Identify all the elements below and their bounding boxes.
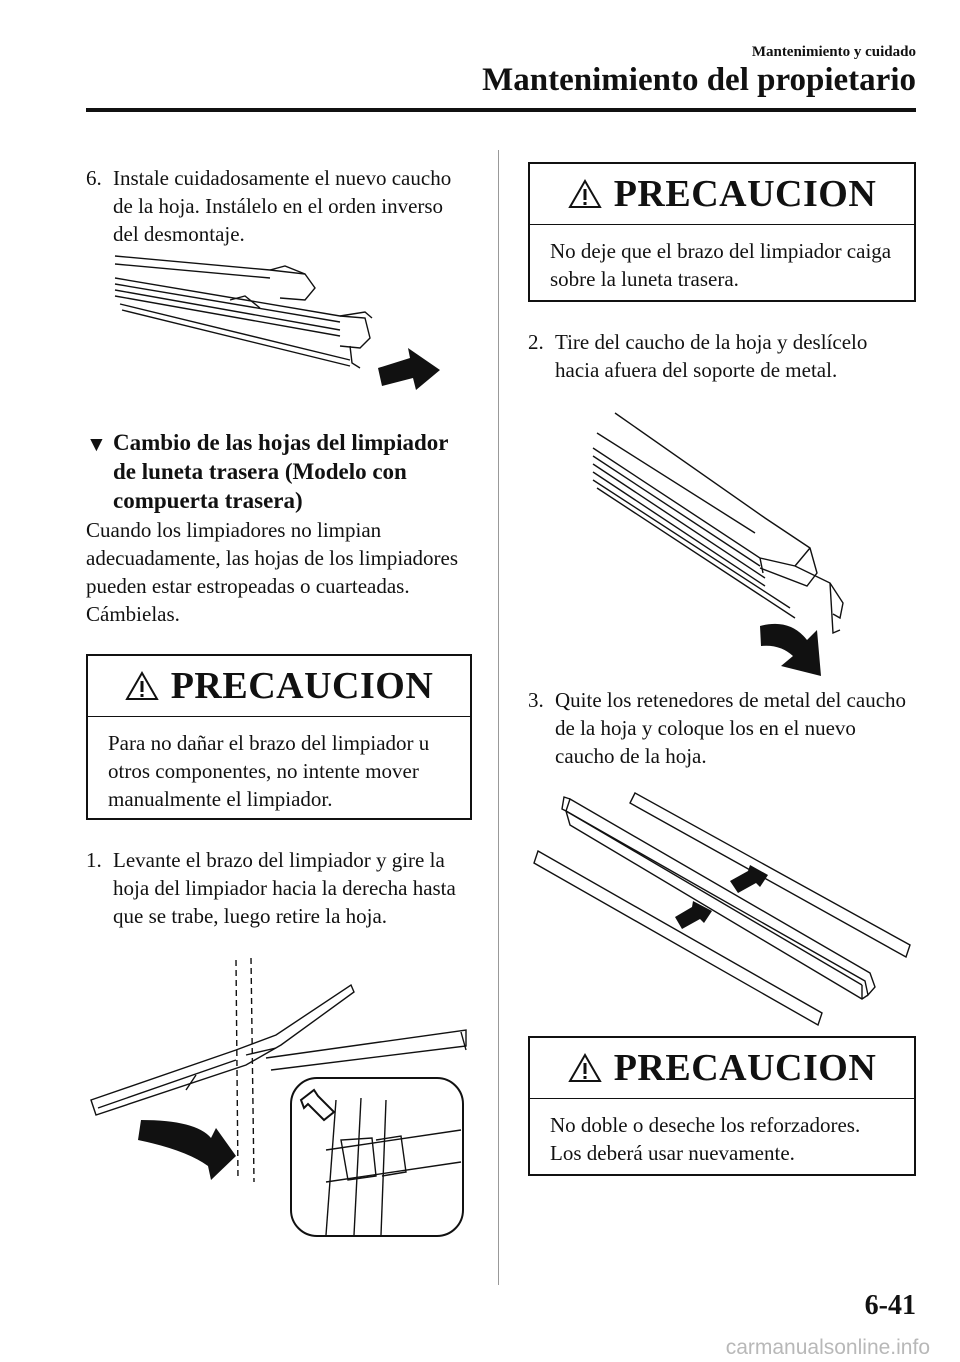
retainer-illustration xyxy=(530,785,920,1045)
intro-text-2: Cámbielas. xyxy=(86,602,180,626)
step-number: 6. xyxy=(86,166,102,190)
step-text: Instale cuidadosamente el nuevo caucho de la hoja. Instálelo en el orden inverso del desmontaje. xyxy=(113,166,452,246)
caution-box xyxy=(528,1036,916,1176)
intro-paragraph xyxy=(86,516,470,628)
step-number: 3. xyxy=(528,688,544,712)
arrow-icon xyxy=(378,348,440,390)
step-2 xyxy=(528,328,916,384)
warning-icon xyxy=(568,179,602,209)
section-heading xyxy=(86,428,470,515)
caution-text: No doble o deseche los reforzadores. Los deberá usar nuevamente. xyxy=(550,1113,861,1165)
step-text: Levante el brazo del limpiador y gire la hoja del limpiador hacia la derecha hasta que se trabe, luego retire la hoja. xyxy=(113,848,456,928)
column-divider xyxy=(498,150,499,1285)
header-rule xyxy=(86,108,916,112)
caution-title xyxy=(530,164,914,225)
watermark: carmanualsonline.info xyxy=(725,1336,930,1359)
page-title: Mantenimiento del propietario xyxy=(482,62,916,98)
triangle-bullet-icon: ▼ xyxy=(86,432,107,456)
page-number: 6-41 xyxy=(864,1290,916,1321)
step-number: 1. xyxy=(86,848,102,872)
caution-box xyxy=(86,654,472,820)
caution-title-text: PRECAUCION xyxy=(613,1047,877,1089)
pull-rubber-illustration xyxy=(585,408,865,683)
step-text: Quite los retenedores de metal del caucho de la hoja y coloque los en el nuevo caucho de la hoja. xyxy=(555,688,907,768)
caution-text: Para no dañar el brazo del limpiador u otros componentes, no intente mover manualmente el limpiador. xyxy=(108,731,430,811)
step-number: 2. xyxy=(528,330,544,354)
warning-icon xyxy=(568,1053,602,1083)
step-6 xyxy=(86,164,470,248)
curved-arrow-icon xyxy=(760,624,821,676)
step-1 xyxy=(86,846,470,930)
heading-text: Cambio de las hojas del limpiador de luneta trasera (Modelo con compuerta trasera) xyxy=(113,430,449,513)
curved-arrow-icon xyxy=(138,1120,236,1180)
caution-title xyxy=(530,1038,914,1099)
intro-text: Cuando los limpiadores no limpian adecuadamente, las hojas de los limpiadores pueden estar estropeadas o cuarteadas. xyxy=(86,518,459,598)
caution-title-text: PRECAUCION xyxy=(170,665,434,707)
step-text: Tire del caucho de la hoja y deslícelo hacia afuera del soporte de metal. xyxy=(555,330,868,382)
caution-text: No deje que el brazo del limpiador caiga sobre la luneta trasera. xyxy=(550,239,892,291)
caution-title xyxy=(88,656,470,717)
arrow-icon xyxy=(730,865,768,893)
wiper-removal-illustration xyxy=(86,950,476,1240)
warning-icon xyxy=(125,671,159,701)
blade-install-illustration xyxy=(110,238,450,398)
section-label: Mantenimiento y cuidado xyxy=(751,44,916,60)
arrow-icon xyxy=(675,901,712,929)
caution-box xyxy=(528,162,916,302)
step-3 xyxy=(528,686,916,770)
caution-title-text: PRECAUCION xyxy=(613,173,877,215)
